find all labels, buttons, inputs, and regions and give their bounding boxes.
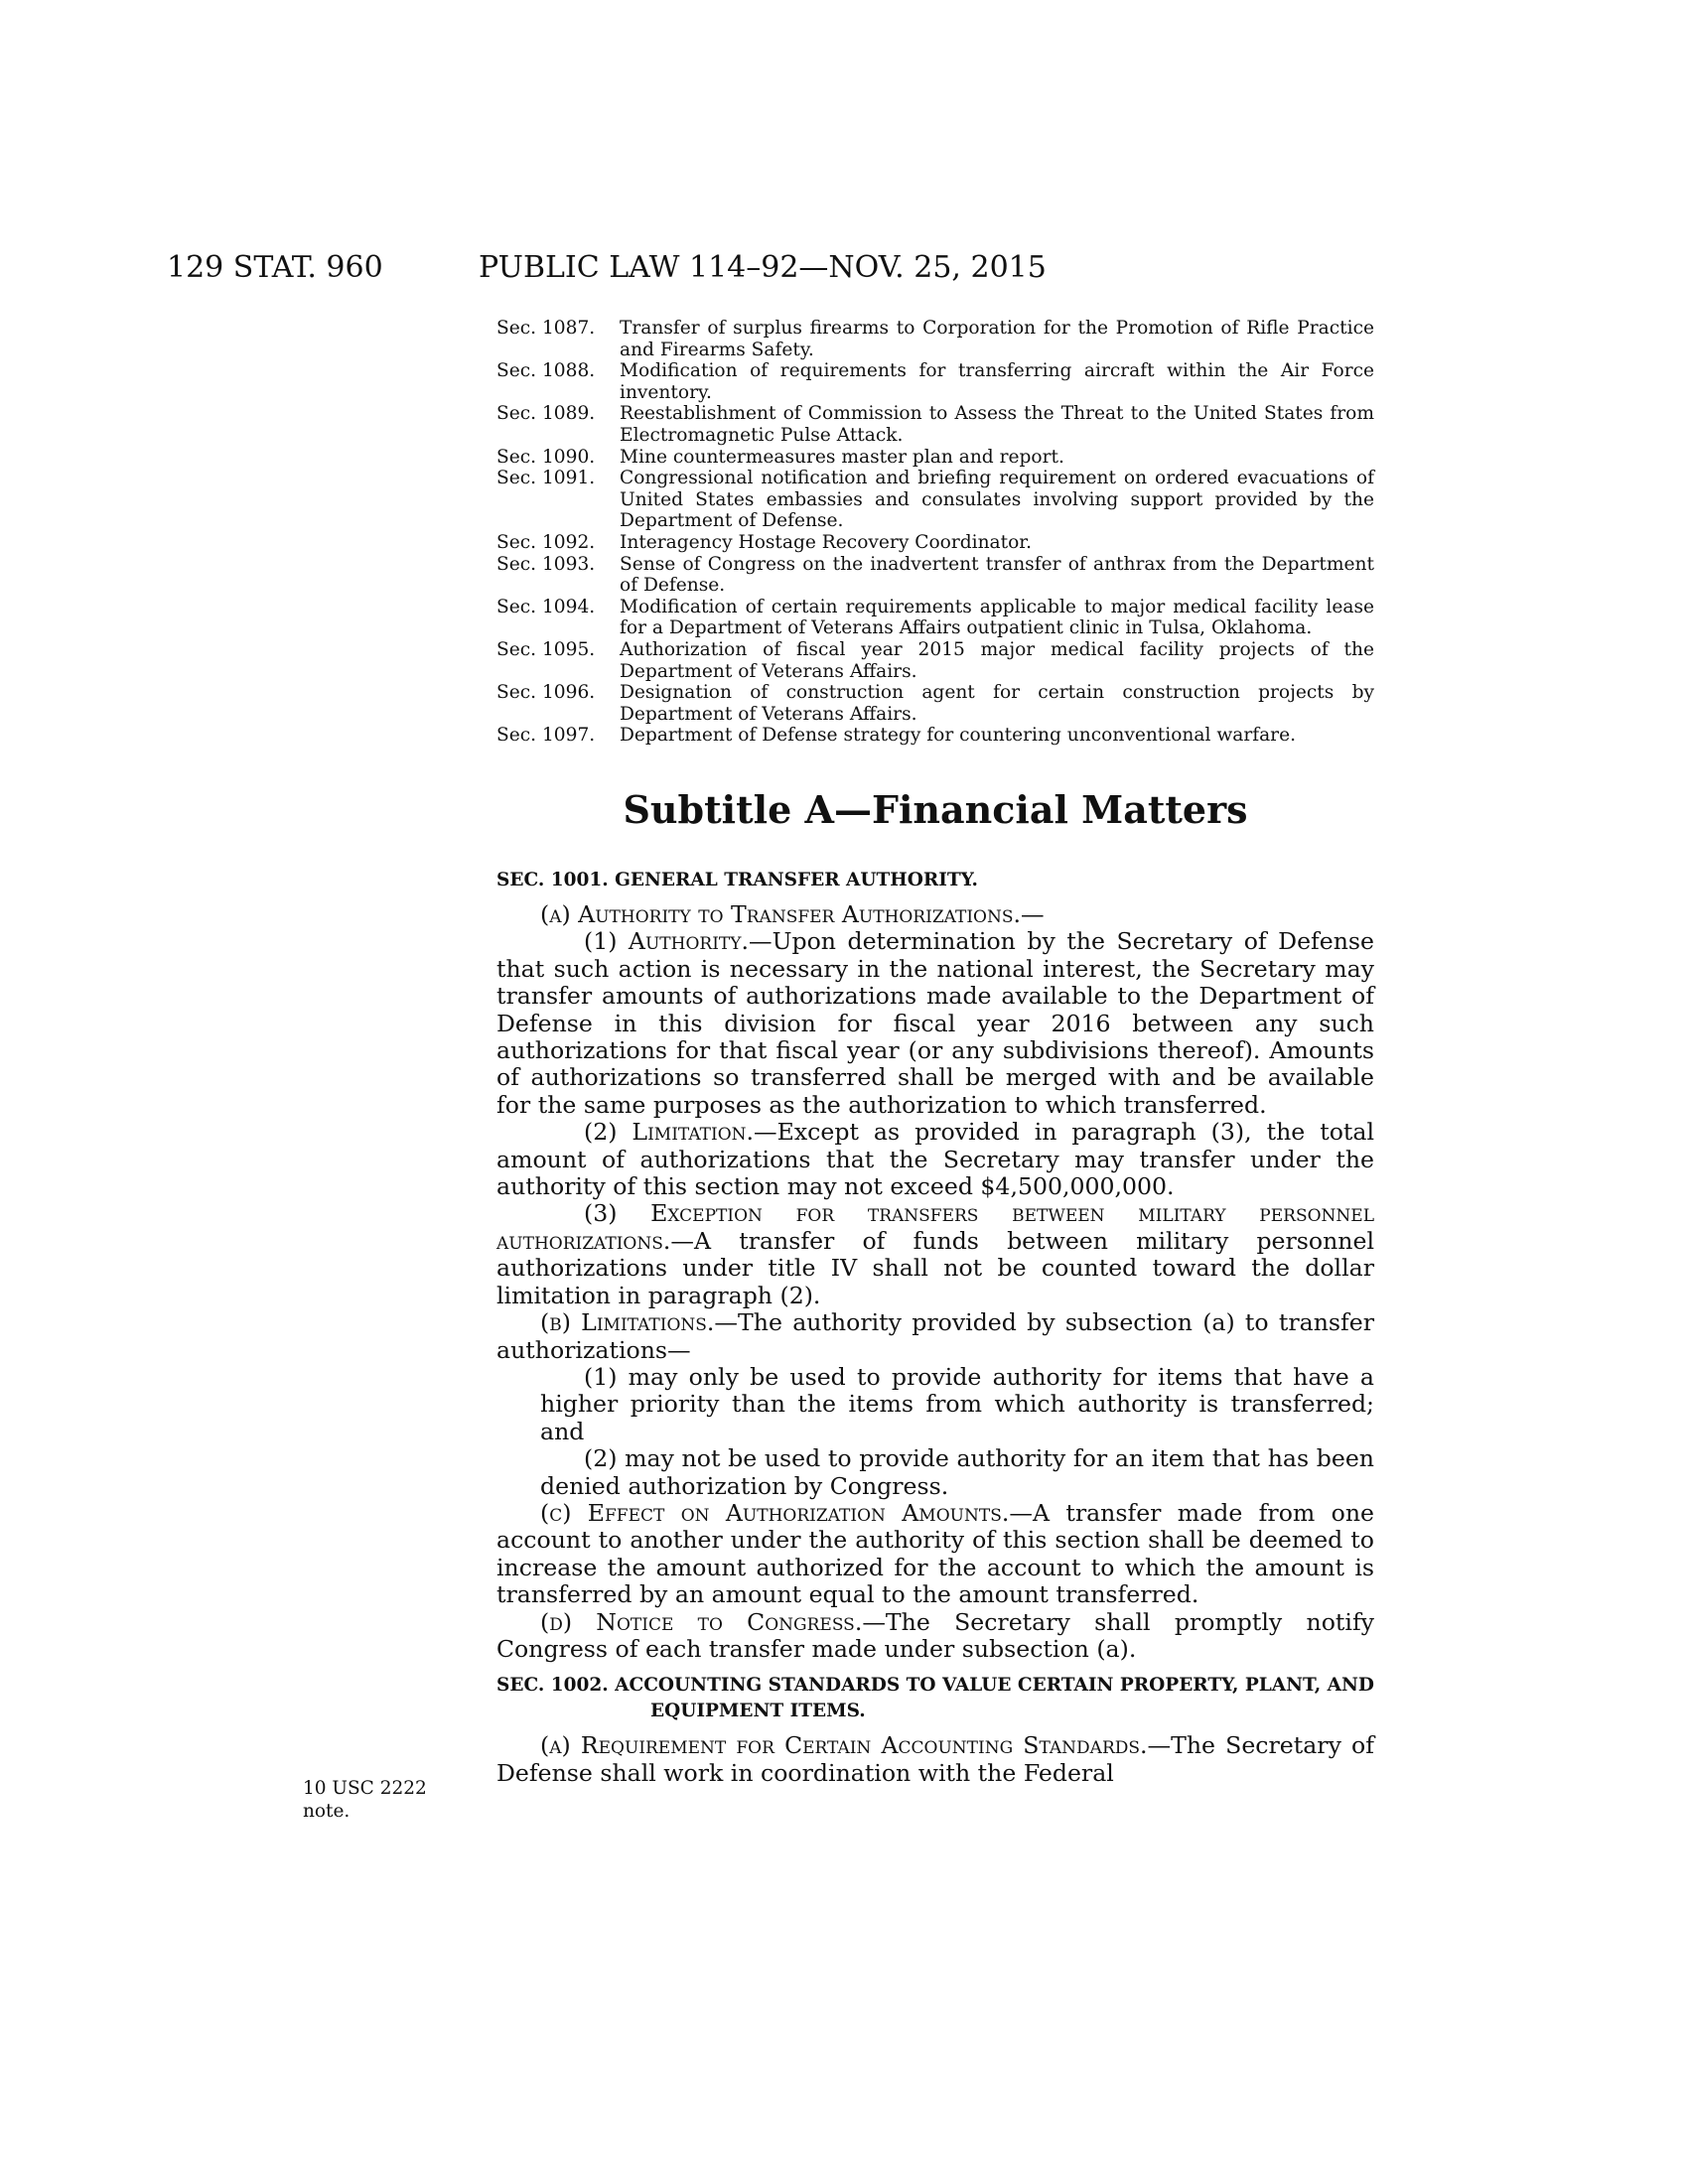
toc-section-title: Sense of Congress on the inadvertent transfer of anthrax from the Department of Defense.: [620, 553, 1374, 597]
margin-note: 10 USC 2222 note.: [303, 1778, 427, 1822]
toc-entry: [496, 468, 1374, 532]
paragraph-text: Upon determination by the Secretary of Defense that such action is necessary in the national interest, the Secretary may transfer amounts of authorizations made available to the Department of Defense in this division for fiscal year 2016 between any such authorizations for that fiscal year (or any subdivisions thereof). Amounts of authorizations so transferred shall be merged with and be available for the same purposes as the authorization to which transferred.: [496, 927, 1374, 1119]
subsection: [496, 1309, 1374, 1364]
toc-entry: [496, 447, 1374, 469]
paragraph: (1) may only be used to provide authority for items that have a higher priority than the items from which authority is transferred; and: [540, 1362, 1374, 1445]
toc-entry: [496, 318, 1374, 360]
toc-section-number: Sec. 1095.: [496, 638, 596, 660]
toc-entry: [496, 532, 1374, 554]
section-heading: SEC. 1002. ACCOUNTING STANDARDS TO VALUE CERTAIN PROPERTY, PLANT, AND EQUIPMENT ITEMS.: [496, 1675, 1374, 1722]
toc-entry: [496, 360, 1374, 403]
paragraph-text: A transfer of funds between military personnel authorizations under title IV shall not be counted toward the dollar limitation in paragraph (2).: [496, 1226, 1374, 1309]
paragraph-text: Except as provided in paragraph (3), the total amount of authorizations that the Secretary may transfer under the authority of this section may not exceed $4,500,000,000.: [496, 1118, 1374, 1201]
subsection: [496, 1609, 1374, 1664]
paragraph: (2) may not be used to provide authority for an item that has been denied authorization by Congress.: [540, 1444, 1374, 1500]
toc-section-number: Sec. 1091.: [496, 468, 596, 489]
subsection-heading: (b) Limitations.—: [540, 1308, 739, 1337]
toc-section-title: Transfer of surplus firearms to Corporation for the Promotion of Rifle Practice and Firearms Safety.: [620, 318, 1374, 360]
subsection: [496, 1500, 1374, 1609]
subtitle-heading: Subtitle A—Financial Matters: [623, 787, 1248, 832]
toc-section-title: Reestablishment of Commission to Assess the Threat to the United States from Electromagnetic Pulse Attack.: [620, 403, 1374, 446]
toc-section-title: Designation of construction agent for certain construction projects by Department of Veterans Affairs.: [620, 682, 1374, 725]
toc-entry: [496, 554, 1374, 597]
toc-section-number: Sec. 1090.: [496, 446, 596, 468]
toc-entry: [496, 639, 1374, 682]
public-law-title: PUBLIC LAW 114–92—NOV. 25, 2015: [479, 250, 1047, 285]
subsection-text: A transfer made from one account to another under the authority of this section shall be deemed to increase the amount authorized for the account to which the amount is transferred by an amount equal to the amount transferred.: [496, 1498, 1374, 1609]
subsection-heading: (a) Authority to Transfer Authorizations.—: [540, 900, 1045, 928]
toc-entry: [496, 682, 1374, 725]
toc-entry: [496, 725, 1374, 747]
toc-entry: [496, 597, 1374, 639]
subsection-heading: (a) Requirement for Certain Accounting Standards.—: [540, 1731, 1172, 1760]
toc-entry: [496, 403, 1374, 446]
toc-section-number: Sec. 1092.: [496, 531, 596, 553]
paragraph-heading: (3) Exception for transfers between military personnel authorizations.—: [496, 1199, 1374, 1255]
toc-section-title: Modification of certain requirements applicable to major medical facility lease for a Department of Veterans Affairs outpatient clinic in Tulsa, Oklahoma.: [620, 596, 1374, 639]
toc-section-number: Sec. 1093.: [496, 553, 596, 575]
paragraph-heading: (2) Limitation.—: [584, 1118, 777, 1147]
subsection-heading: (d) Notice to Congress.—: [540, 1607, 886, 1636]
paragraph: [496, 1200, 1374, 1309]
toc-section-title: Department of Defense strategy for countering unconventional warfare.: [620, 725, 1296, 747]
subsection-text: The Secretary shall promptly notify Congress of each transfer made under subsection (a).: [496, 1607, 1375, 1663]
paragraph: [496, 1119, 1374, 1200]
toc-section-title: Mine countermeasures master plan and report.: [620, 446, 1064, 468]
subsection: [496, 1732, 1374, 1787]
toc-section-number: Sec. 1087.: [496, 318, 596, 339]
paragraph: [496, 928, 1374, 1119]
toc-section-title: Modification of requirements for transferring aircraft within the Air Force inventory.: [620, 360, 1374, 403]
statute-body: [496, 864, 1374, 1787]
toc-section-number: Sec. 1096.: [496, 682, 596, 704]
subsection-text: The authority provided by subsection (a) to transfer authorizations—: [496, 1308, 1374, 1364]
toc-section-number: Sec. 1097.: [496, 725, 596, 747]
toc-section-title: Congressional notification and briefing requirement on ordered evacuations of United States embassies and consulates involving support provided by the Department of Defense.: [620, 468, 1374, 532]
paragraph-heading: (1) Authority.—: [584, 927, 773, 956]
subsection-heading: (c) Effect on Authorization Amounts.—: [540, 1498, 1033, 1527]
toc-section-number: Sec. 1088.: [496, 360, 596, 382]
toc-section-number: Sec. 1094.: [496, 596, 596, 617]
table-of-contents: [496, 318, 1374, 747]
subsection-text: The Secretary of Defense shall work in coordination with the Federal: [496, 1731, 1374, 1787]
statute-page-number: 129 STAT. 960: [167, 250, 383, 285]
section-heading: SEC. 1001. GENERAL TRANSFER AUTHORITY.: [496, 870, 978, 890]
page-header: [167, 248, 1192, 288]
toc-section-title: Interagency Hostage Recovery Coordinator.: [620, 531, 1033, 553]
toc-section-number: Sec. 1089.: [496, 403, 596, 425]
toc-section-title: Authorization of fiscal year 2015 major medical facility projects of the Department of Veterans Affairs.: [620, 638, 1374, 682]
